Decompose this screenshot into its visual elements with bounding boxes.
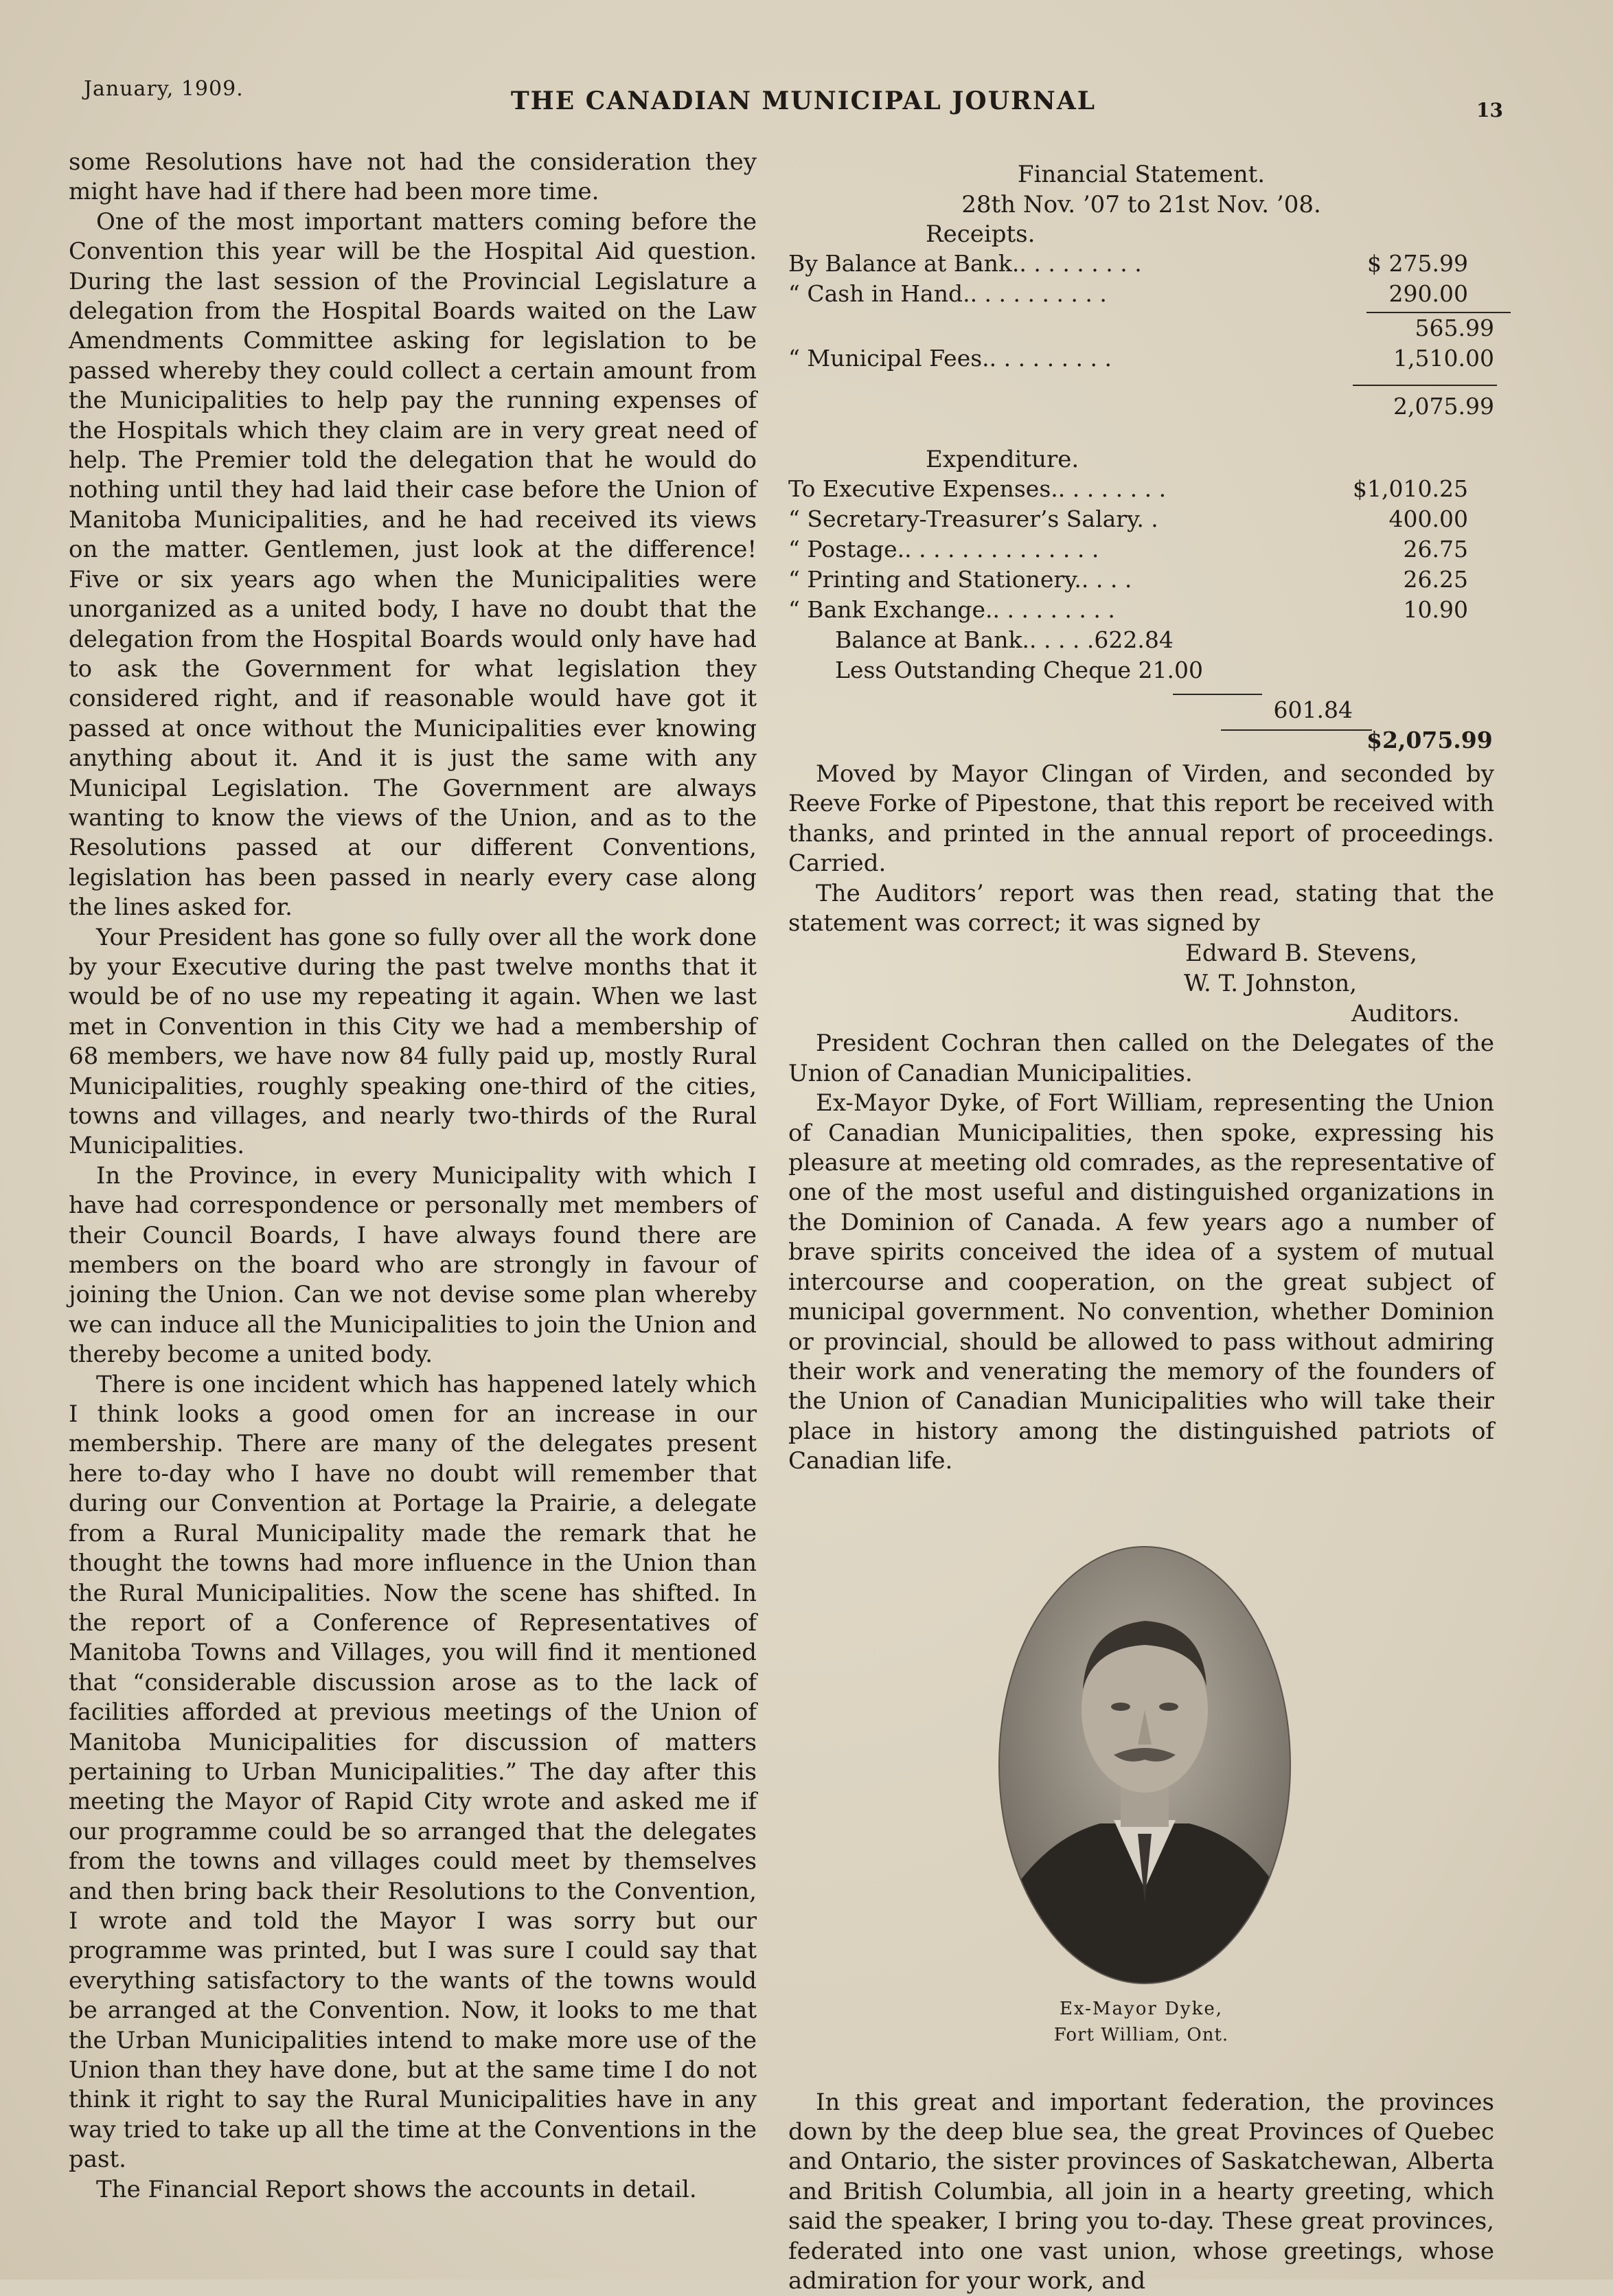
receipt-label: “ Cash in Hand.. . . . . . . . . . [788,280,1107,307]
expenditure-row [788,565,1494,595]
paragraph: In the Province, in every Municipality with which I have had correspondence or personally met members of their Council Boards, I have always found there are members on the board who are strongly in favour of joining the Union. Can we not devise some plan whereby we can induce all the Municipalities to join the Union and thereby become a united body. [69,1161,757,1369]
portrait-caption-name: Ex-Mayor Dyke, [1059,1998,1224,2019]
expenditure-amount: 26.25 [1403,566,1468,593]
net-balance: 601.84 [1273,696,1353,723]
expenditure-row [788,474,1494,504]
auditors-label: Auditors. [1351,1000,1460,1028]
expenditure-amount: 400.00 [1388,505,1468,532]
receipt-amount: $ 275.99 [1367,250,1468,277]
expenditure-row [788,595,1494,625]
paragraph: some Resolutions have not had the consideration they might have had if there had been more time. [69,148,757,206]
expenditure-label: “ Secretary-Treasurer’s Salary. . [788,505,1158,532]
journal-title: THE CANADIAN MUNICIPAL JOURNAL [510,87,1097,115]
total-rule [1353,385,1497,386]
receipts-total: 2,075.99 [1393,393,1494,420]
paragraph: Your President has gone so fully over all the work done by your Executive during the past twelve months that it would be of no use my repeating it again. When we last met in Convention in this City we had a membership of 68 members, we have now 84 fully paid up, mostly Rural Municipalities, roughly speaking one-third of the cities, towns and villages, and nearly two-thirds of the Rural Municipalities. [69,923,757,1160]
balance-at-bank-line: Balance at Bank.. . . . .622.84 [835,626,1174,653]
receipts-subtotal: 565.99 [1415,315,1494,341]
right-column [788,159,1494,2296]
issue-date: January, 1909. [84,77,244,101]
paragraph: The Auditors’ report was then read, stating that the statement was correct; it was signed by [788,879,1494,937]
expenditure-row [788,534,1494,565]
paragraph: There is one incident which has happened lately which I think looks a good omen for an increase in our membership. There are many of the delegates present here to-day who I have no doubt will remember that during our Convention at Portage la Prairie, a delegate from a Rural Municipality made the remark that he thought the towns had more influence in the Union than the Rural Municipalities. Now the scene has shifted. In the report of a Conference of Representatives of Manitoba Towns and Villages, you will find it mentioned that “considerable discussion arose as to the lack of facilities afforded at previous meetings of the Union of Manitoba Municipalities for discussion of matters pertaining to Urban Municipalities.” The day after this meeting the Mayor of Rapid City wrote and asked me if our programme could be so arranged that the delegates from the towns and villages could meet by themselves and then bring back their Resolutions to the Convention, I wrote and told the Mayor I was sorry but our programme was printed, but I was sure I could say that everything satisfactory to the wants of the towns would be arranged at the Convention. Now, it looks to me that the Urban Municipalities intend to make more use of the Union than they have done, but at the same time I do not think it right to say the Rural Municipalities have in any way tried to take up all the time at the Conventions in the past. [69,1370,757,2174]
expenditure-amount: 26.75 [1403,536,1468,562]
portrait-caption-place: Fort William, Ont. [1053,2024,1229,2045]
balance-at-bank-row [788,625,1494,655]
expenditure-amount: 10.90 [1403,596,1468,623]
receipts-subtotal-row [788,313,1494,343]
left-column [69,148,757,2205]
financial-statement-dates: 28th Nov. ’07 to 21st Nov. ’08. [961,191,1321,218]
expenditure-heading: Expenditure. [926,446,1079,473]
receipt-row [788,249,1494,279]
paragraph: In this great and important federation, the provinces down by the deep blue sea, the great Provinces of Quebec and Ontario, the sister provinces of Saskatchewan, Alberta and British Columbia, all join in a hearty greeting, which said the speaker, I bring you to-day. These great provinces, federated into one vast union, whose greetings, whose admiration for your work, and [788,2088,1494,2295]
municipal-fees-row [788,343,1494,374]
auditor-signature: W. T. Johnston, [1184,970,1358,998]
expenditure-total-row [788,725,1494,755]
expenditure-label: “ Bank Exchange.. . . . . . . . . [788,596,1115,623]
paragraph: Moved by Mayor Clingan of Virden, and seconded by Reeve Forke of Pipestone, that this report be received with thanks, and printed in the annual report of proceedings. Carried. [788,760,1494,878]
receipts-heading: Receipts. [926,220,1036,248]
expenditure-label: To Executive Expenses.. . . . . . . . [788,475,1167,502]
outstanding-cheque-row [788,655,1494,685]
outstanding-cheque-line: Less Outstanding Cheque 21.00 [835,657,1203,683]
receipt-row [788,279,1494,309]
portrait-photo [997,1545,1292,1985]
grand-total-rule [1221,729,1372,731]
expenditure-total: $2,075.99 [1366,727,1493,753]
municipal-fees-amount: 1,510.00 [1393,345,1494,372]
net-balance-row [788,695,1494,725]
paragraph: Ex-Mayor Dyke, of Fort William, representing the Union of Canadian Municipalities, then spoke, expressing his pleasure at meeting old comrades, as the representative of one of the most useful and distinguished organizations in the Dominion of Canada. A few years ago a number of brave spirits conceived the idea of a system of mutual intercourse and cooperation, on the great subject of municipal government. No convention, whether Dominion or provincial, should be allowed to pass without admiring their work and venerating the memory of the founders of the Union of Canadian Municipalities who will take their place in history among the distinguished patriots of Canadian life. [788,1089,1494,1475]
expenditure-label: “ Printing and Stationery.. . . . [788,566,1132,593]
expenditure-row [788,504,1494,534]
paragraph: One of the most important matters coming before the Convention this year will be the Hospital Aid question. During the last session of the Provincial Legislature a delegation from the Hospital Boards waited on the Law Amendments Committee asking for legislation to be passed whereby they could collect a certain amount from the Municipalities to help pay the running expenses of the Hospitals which they claim are in very great need of help. The Premier told the delegation that he would do nothing until they had laid their case before the Union of Manitoba Municipalities, and he had received its views on the matter. Gentlemen, just look at the difference! Five or six years ago when the Municipalities were unorganized as a united body, I have no doubt that the delegation from the Hospital Boards would only have had to ask the Government for what legislation they considered right, and if reasonable would have got it passed at once without the Municipalities ever knowing anything about it. And it is just the same with any Municipal Legislation. The Government are always wanting to know the views of the Union, and as to the Resolutions passed at our different Conventions, legislation has been passed in nearly every case along the lines asked for. [69,207,757,922]
paragraph: The Financial Report shows the accounts in detail. [96,2175,697,2203]
paragraph: President Cochran then called on the Delegates of the Union of Canadian Municipalities. [788,1030,1494,1087]
expenditure-label: “ Postage.. . . . . . . . . . . . . . [788,536,1099,562]
municipal-fees-label: “ Municipal Fees.. . . . . . . . . [788,345,1112,372]
expenditure-amount: $1,010.25 [1353,475,1468,502]
financial-statement [788,159,1494,755]
receipt-amount: 290.00 [1388,280,1468,307]
auditor-signature: Edward B. Stevens, [1185,940,1417,968]
receipt-label: By Balance at Bank.. . . . . . . . . [788,250,1142,277]
page-number: 13 [1476,99,1503,122]
portrait-figure [788,1497,1494,2088]
financial-statement-title: Financial Statement. [1017,161,1266,188]
receipts-total-row [788,391,1494,422]
